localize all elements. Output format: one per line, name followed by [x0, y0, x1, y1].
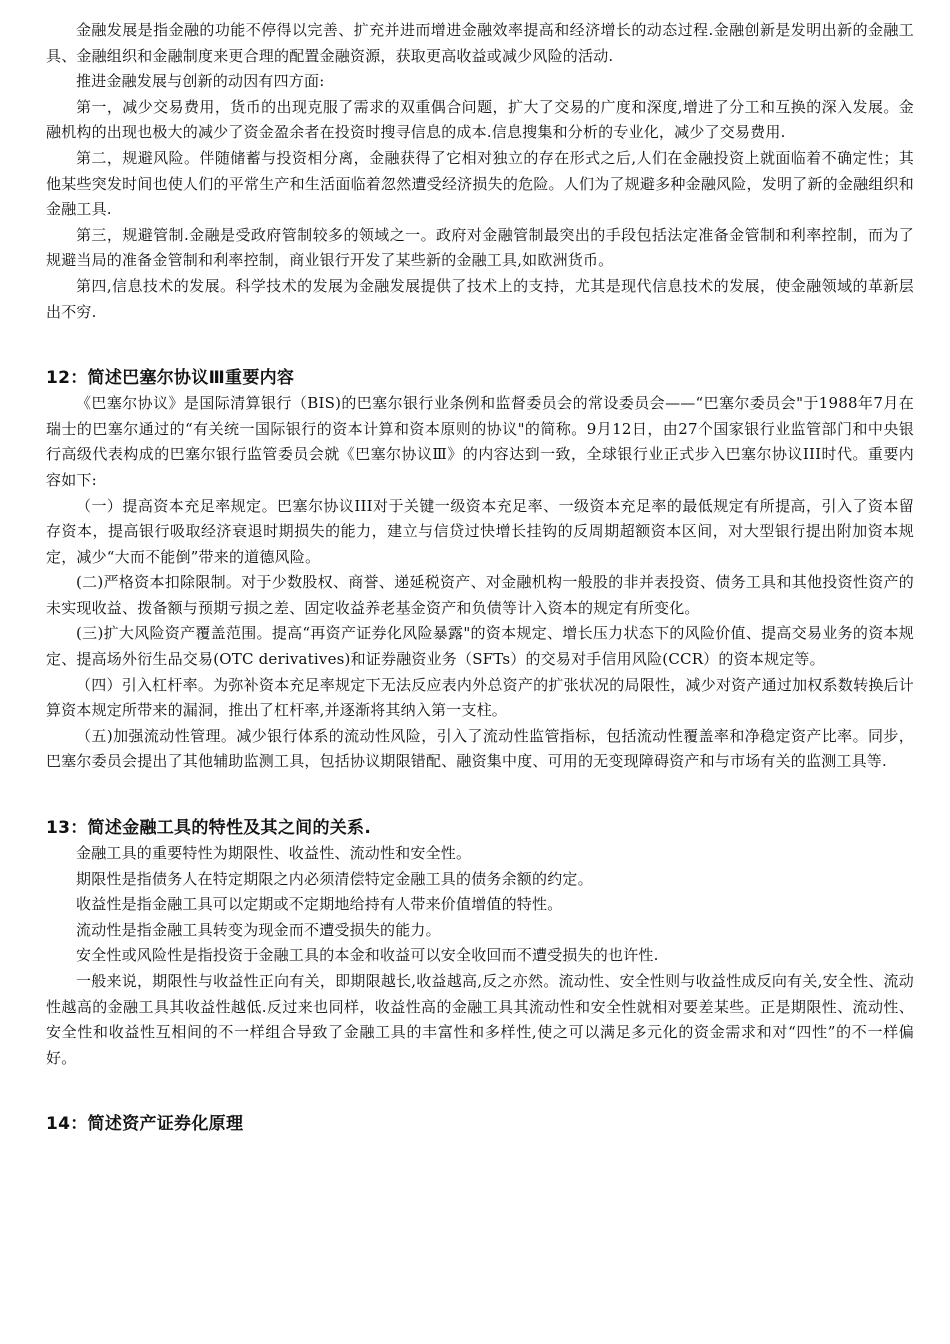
paragraph: 金融发展是指金融的功能不停得以完善、扩充并进而增进金融效率提高和经济增长的动态过程.金融创新是发明出新的金融工具、金融组织和金融制度来更合理的配置金融资源，获取更高收益或减少风险的活动.: [46, 21, 914, 65]
paragraph: 一般来说，期限性与收益性正向有关，即期限越长,收益越高,反之亦然。流动性、安全性则与收益性成反向有关,安全性、流动性越高的金融工具其收益性越低.反过来也同样，收益性高的金融工具其流动性和安全性就相对要差某些。正是期限性、流动性、安全性和收益性互相间的不一样组合导致了金融工具的丰富性和多样性,使之可以满足多元化的资金需求和对“四性”的不一样偏好。: [46, 972, 914, 1067]
paragraph: 第二，规避风险。伴随储蓄与投资相分离，金融获得了它相对独立的存在形式之后,人们在金融投资上就面临着不确定性；其他某些突发时间也使人们的平常生产和生活面临着忽然遭受经济损失的危险。人们为了规避多种金融风险，发明了新的金融组织和金融工具.: [46, 148, 914, 219]
paragraph: (三)扩大风险资产覆盖范围。提高“再资产证券化风险暴露"的资本规定、增长压力状态下的风险价值、提高交易业务的资本规定、提高场外衍生品交易(OTC derivatives)和证券融资业务（SFTs）的交易对手信用风险(CCR）的资本规定等。: [46, 624, 914, 669]
intro-section: [46, 18, 914, 325]
paragraph: 《巴塞尔协议》是国际清算银行（BIS)的巴塞尔银行业条例和监督委员会的常设委员会——“巴塞尔委员会"于1988年7月在瑞士的巴塞尔通过的“有关统一国际银行的资本计算和资本原则的协议"的简称。9月12日，由27个国家银行业监管部门和中央银行高级代表构成的巴塞尔银行监管委员会就《巴塞尔协议Ⅲ》的内容达到一致，全球银行业正式步入巴塞尔协议III时代。重要内容如下:: [46, 394, 914, 489]
section-heading: 12：简述巴塞尔协议Ⅲ重要内容: [46, 368, 295, 389]
paragraph: 收益性是指金融工具可以定期或不定期地给持有人带来价值增值的特性。: [76, 895, 563, 914]
paragraph: （四）引入杠杆率。为弥补资本充足率规定下无法反应表内外总资产的扩张状况的局限性，减少对资产通过加权系数转换后计算资本规定所带来的漏洞，推出了杠杆率,并逐渐将其纳入第一支柱。: [46, 675, 914, 720]
section-14: [46, 1111, 914, 1137]
paragraph: 第一，减少交易费用，货币的出现克服了需求的双重偶合问题，扩大了交易的广度和深度,增进了分工和互换的深入发展。金融机构的出现也极大的减少了资金盈余者在投资时搜寻信息的成本.信息搜集和分析的专业化，减少了交易费用.: [46, 97, 914, 142]
document-page: [46, 18, 914, 1137]
paragraph: （五)加强流动性管理。减少银行体系的流动性风险，引入了流动性监管指标，包括流动性覆盖率和净稳定资产比率。同步，巴塞尔委员会提出了其他辅助监测工具，包括协议期限错配、融资集中度、可用的无变现障碍资产和与市场有关的监测工具等.: [46, 726, 914, 771]
paragraph: 安全性或风险性是指投资于金融工具的本金和收益可以安全收回而不遭受损失的也许性.: [76, 946, 659, 965]
paragraph: 推进金融发展与创新的动因有四方面:: [76, 72, 325, 91]
section-12: [46, 365, 914, 775]
paragraph: 金融工具的重要特性为期限性、收益性、流动性和安全性。: [76, 844, 472, 863]
paragraph: 第四,信息技术的发展。科学技术的发展为金融发展提供了技术上的支持，尤其是现代信息技术的发展，使金融领域的革新层出不穷.: [46, 276, 914, 321]
section-heading: 13：简述金融工具的特性及其之间的关系.: [46, 818, 372, 839]
paragraph: (二)严格资本扣除限制。对于少数股权、商誉、递延税资产、对金融机构一般股的非并表投资、债务工具和其他投资性资产的未实现收益、拨备额与预期亏损之差、固定收益养老基金资产和负债等计入资本的规定有所变化。: [46, 573, 914, 617]
section-13: [46, 815, 914, 1071]
paragraph: 期限性是指债务人在特定期限之内必须清偿特定金融工具的债务余额的约定。: [76, 869, 593, 888]
paragraph: 流动性是指金融工具转变为现金而不遭受损失的能力。: [76, 920, 441, 939]
section-heading: 14：简述资产证券化原理: [46, 1114, 244, 1135]
paragraph: （一）提高资本充足率规定。巴塞尔协议III对于关键一级资本充足率、一级资本充足率的最低规定有所提高，引入了资本留存资本，提高银行吸取经济衰退时期损失的能力，建立与信贷过快增长挂钩的反周期超额资本区间，对大型银行提出附加资本规定，减少“大而不能倒”带来的道德风险。: [46, 496, 914, 566]
paragraph: 第三，规避管制.金融是受政府管制较多的领域之一。政府对金融管制最突出的手段包括法定准备金管制和利率控制，而为了规避当局的准备金管制和利率控制，商业银行开发了某些新的金融工具,如欧洲货币。: [46, 225, 914, 270]
